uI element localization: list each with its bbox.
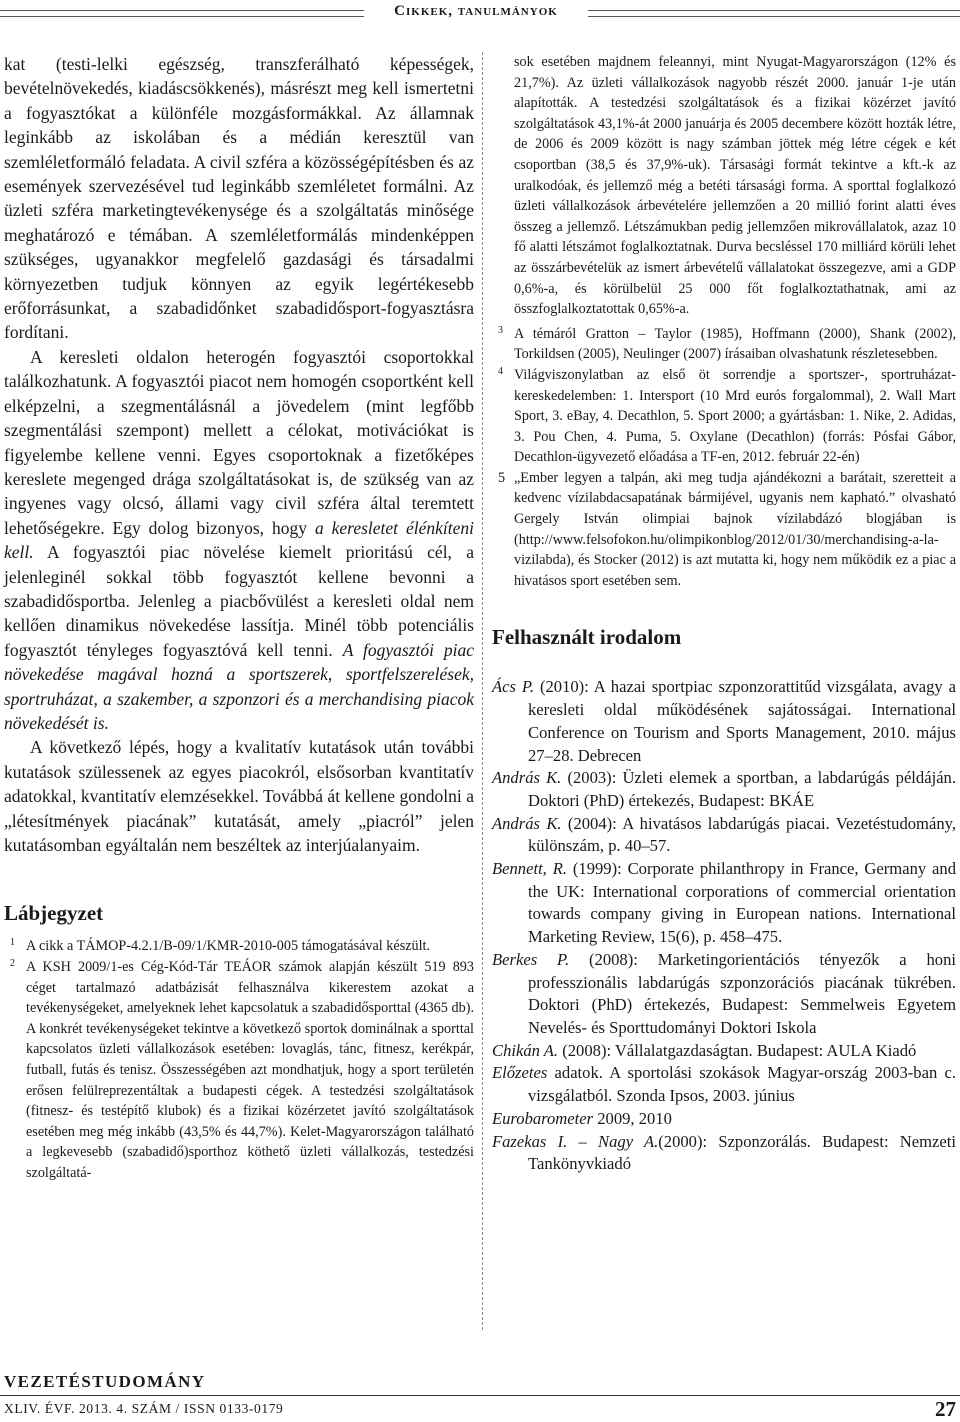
paragraph-text: A következő lépés, hogy a kvalitatív kutatások után további kutatások szülessenek az egyes piacokról, elsősorban kvantitatív adatokkal, kvantitatív elemzésekkel. Továbbá át kellene gondolni a „létesítmények piacának” kutatását, amely „piacról” jelen kutatásomban egyáltalán nem beszéltek az interjúalanyaim. [4, 737, 474, 855]
reference-text: (2008): Vállalatgazdaságtan. Budapest: AULA Kiadó [558, 1040, 917, 1060]
footnote-2-continuation: sok esetében majdnem feleannyi, mint Nyugat-Magyarországon (12% és 21,7%). Az üzleti vállalkozások nagyobb részét 2000. január 1-je után alapították. A testedzési szolgáltatások és a fizikai közérzet javító szolgáltatások 43,1%-át 2000 januárja és 2005 decembere között hozták létre, de 2006 és 2009 között is nagy számban jöttek még létre cégek e két csoportban (38,5 és 37,9%-uk). Társasági formát tekintve a kft.-k az uralkodóak, és jellemző még a betéti társasági forma. A sporttal foglalkozó üzleti vállalkozások árbevételére jellemzően a 20 millió forint alatti éves összeg a jellemző. Létszámukban pedig jellemzően mikrovállalatok, azaz 10 fő alatti létszámot foglalkoztatnak. Durva becsléssel 170 milliárd körüli lehet az összárbevételük az ismert árbevételű vállalatokat összegezve, ami a GDP 0,6%-a, és körülbelül 25 000 főt foglalkoztathatnak, ami az összfoglalkoztatottak 0,65%-a. [514, 54, 956, 318]
footer-rule [0, 1395, 960, 1396]
footnote-list [4, 936, 474, 1183]
footnote-text: A témáról Gratton – Taylor (1985), Hoffmann (2000), Shank (2002), Torkildsen (2005), Neulinger (2007) írásaiban olvashatunk részletesebben. [514, 325, 956, 363]
reference-text: (2004): A hivatásos labdarúgás piacai. Vezetéstudomány, különszám, p. 40–57. [528, 813, 956, 856]
footnote-text: Világviszonylatban az első öt sorrendje a sportszer-, sportruházat-kereskedelemben: 1. Intersport (10 Mrd eurós forgalommal), 2. Wall Mart Sport, 3. eBay, 4. Decathlon, 5. Sport 2000; a gyártásban: 1. Nike, 2. Adidas, 3. Pou Chen, 4. Puma, 5. Oxylane (Decathlon) (forrás: Pósfai Gábor, Decathlon-ügyvezető előadása a TF-en, 2012. február 22-én) [514, 366, 956, 466]
footer-issue: XLIV. ÉVF. 2013. 4. SZÁM / ISSN 0133-0179 [4, 1401, 284, 1416]
reference-text: adatok. A sportolási szokások Magyar-ország 2003-ban c. vizsgálatból. Szonda Ipsos, 2003. június [528, 1063, 956, 1106]
paragraph-text: A keresleti oldalon heterogén fogyasztói csoportokkal találkozhatunk. A fogyasztói piacot nem homogén csoportként kell elképzelni, a szegmentálásnál a jövedelem (mint legfőbb szegmentálási szempont) mellett a célokat, motivációkat is figyelembe kellene venni. Egyes csoportoknak a fizetőképes kereslete megenged drága szolgáltatásokat is, de szükség van az ingyenes vagy olcsó, állami vagy civil szféra által teremtett lehetőségekre. Egy dolog bizonyos, hogy [4, 346, 474, 538]
body-text [4, 52, 474, 857]
reference-author: Eurobarometer [492, 1108, 594, 1128]
column-divider [482, 52, 483, 1330]
reference-author: Chikán A. [492, 1040, 559, 1060]
reference-author: Bennett, R. [492, 859, 567, 879]
reference-entry [492, 858, 956, 949]
reference-author: András K. [492, 768, 562, 788]
footnote-number: 2 [10, 958, 15, 969]
reference-author: András K. [492, 813, 562, 833]
footnote [492, 324, 956, 365]
left-column [4, 52, 474, 1184]
footnote-list-continued [492, 324, 956, 592]
reference-entry [492, 1108, 956, 1131]
reference-text: (2008): Marketingorientációs tényezők a honi professzionális labdarúgás szponzorációs piacának tükrében. Doktori (PhD) értekezés, Budapest: Semmelweis Egyetem Nevelés- és Sporttudományi Doktori Iskola [528, 949, 956, 1037]
footnote-number: 1 [10, 937, 15, 949]
footnote-text: „Ember legyen a talpán, aki meg tudja ajándékozni a barátait, szeretteit a kedvenc vízilabdacsapatának bármijével, ugyanis nem kapható.” olvasható Gergely István olimpiai bajnok vízilabdázó blogjában is (http://www.felsofokon.hu/olimpikonblog/2012/01/30/merchandising-a-la-vizilabda), és Stocker (2012) is azt mutatta ki, hogy nem működik ez a piac a hivatásos sport esetében sem. [514, 469, 956, 589]
page-number: 27 [935, 1397, 956, 1421]
reference-entry [492, 1040, 956, 1063]
reference-author: Előzetes [492, 1063, 548, 1083]
right-column [492, 52, 956, 1176]
footnote [492, 468, 956, 592]
emphasis-text: a keresletet élénkíteni kell. [4, 517, 474, 563]
reference-text: (1999): Corporate philanthropy in France, Germany and the UK: International corporations of commercial orientation towards company giving in European nations. International Marketing Review, 15(6), p. 458–475. [528, 859, 956, 947]
references-heading: Felhasznált irodalom [492, 625, 682, 650]
body-paragraph [4, 52, 474, 345]
body-paragraph [4, 735, 474, 857]
footnotes-heading: Lábjegyzet [4, 901, 104, 926]
footnote-text: A KSH 2009/1-es Cég-Kód-Tár TEÁOR számok alapján készült 519 893 céget tartalmazó adatbázisát felhasználva kikerestem azokat a tevékenységeket, amelyeknek lehet kapcsolatuk a szabadidősporttal (4365 db). A konkrét tevékenységeket tekintve a következő sportok dominálnak a sporttal kapcsolatos üzleti vállalkozások esetében: lovaglás, tánc, fitnesz, kerékpár, futball, futás és tenisz. Összességében azt mondhatjuk, hogy a sport területén erősen felülreprezentáltak a budapesti cégek. A testedzési szolgáltatások (fitnesz- és testépítő klubok) és a fizikai közérzetet javító szolgáltatások esetében meg még inkább (43,5% és 44,7%). Kelet-Magyarországon található a legkevesebb (szabadidő)sporthoz köthető üzleti vállalkozás, testedzési szolgáltatá- [26, 959, 474, 1181]
reference-text: 2009, 2010 [593, 1108, 672, 1128]
paragraph-text: A fogyasztói piac növelése kiemelt prioritású cél, a jelenleginél sokkal több fogyasztót kellene bevonni a szabadidősportba. Jelenleg a piacbővülést a keresleti oldal nem kellően dinamikus növekedése lassítja. Minél több potenciális fogyasztót tényleges fogyasztóvá kell tenni. [4, 542, 474, 660]
reference-author: Fazekas I. – Nagy A. [492, 1131, 659, 1151]
reference-text: (2003): Üzleti elemek a sportban, a labdarúgás példáján. Doktori (PhD) értekezés, Budapest: BKÁE [528, 768, 957, 810]
body-paragraph [4, 345, 474, 736]
footnote [4, 936, 474, 957]
footnote-number: 3 [498, 324, 503, 336]
reference-entry [492, 767, 956, 812]
reference-text: (2010): A hazai sportpiac szponzorattitűd vizsgálata, avagy a keresleti oldal működésének sajátosságai. International Conference on Tourism and Sports Management, 2010. május 27–28. Debrecen [528, 677, 956, 765]
reference-list [492, 676, 956, 1175]
reference-entry [492, 676, 956, 767]
header-rule-left [0, 10, 364, 17]
reference-author: Ács P. [492, 677, 535, 697]
paragraph-text: kat (testi-lelki egészség, transzferálható képességek, bevételnövekedés, kiadáscsökkenés), másrészt meg kell ismertetni a fogyasztókat a különféle mozgásformákkal. Az államnak leginkább az iskolában és a médián keresztül van szemléletformáló feladata. A civil szféra a közösségépítésben és az események szervezésével tud leginkább szemléletet formálni. Az üzleti szféra marketingtevékenysége és a szolgáltatás minősége meghatározó e témában. A szemléletformálás mindenképpen szükséges, ugyanakkor megfelelő gazdasági és társadalmi környezetben tudjuk könnyen az egyik legértékesebb erőforrásunkat, a szabadidőnket szabadidősport-fogyasztásra fordítani. [4, 54, 474, 343]
reference-entry [492, 1131, 956, 1176]
reference-entry [492, 949, 956, 1040]
reference-entry [492, 813, 956, 858]
footnote-text: A cikk a TÁMOP-4.2.1/B-09/1/KMR-2010-005 támogatásával készült. [26, 938, 431, 955]
footnote [4, 957, 474, 1184]
footnote [492, 365, 956, 468]
emphasis-text: A fogyasztói piac növekedése magával hozná a sportszerek, sportfelszerelések, sportruházat, a szakember, a szponzori és a merchandising piacok növekedését is. [4, 639, 474, 733]
footnote-number: 4 [498, 365, 503, 377]
running-header [0, 0, 960, 26]
footer-journal-name: VEZETÉSTUDOMÁNY [4, 1372, 206, 1391]
reference-text: (2000): Szponzorálás. Budapest: Nemzeti Tankönyvkiadó [528, 1131, 956, 1174]
reference-entry [492, 1062, 956, 1107]
footnote-number: 5 [498, 469, 506, 486]
header-rule-right [588, 10, 960, 17]
running-header-title: Cikkek, tanulmányok [394, 3, 558, 19]
reference-author: Berkes P. [492, 949, 570, 969]
